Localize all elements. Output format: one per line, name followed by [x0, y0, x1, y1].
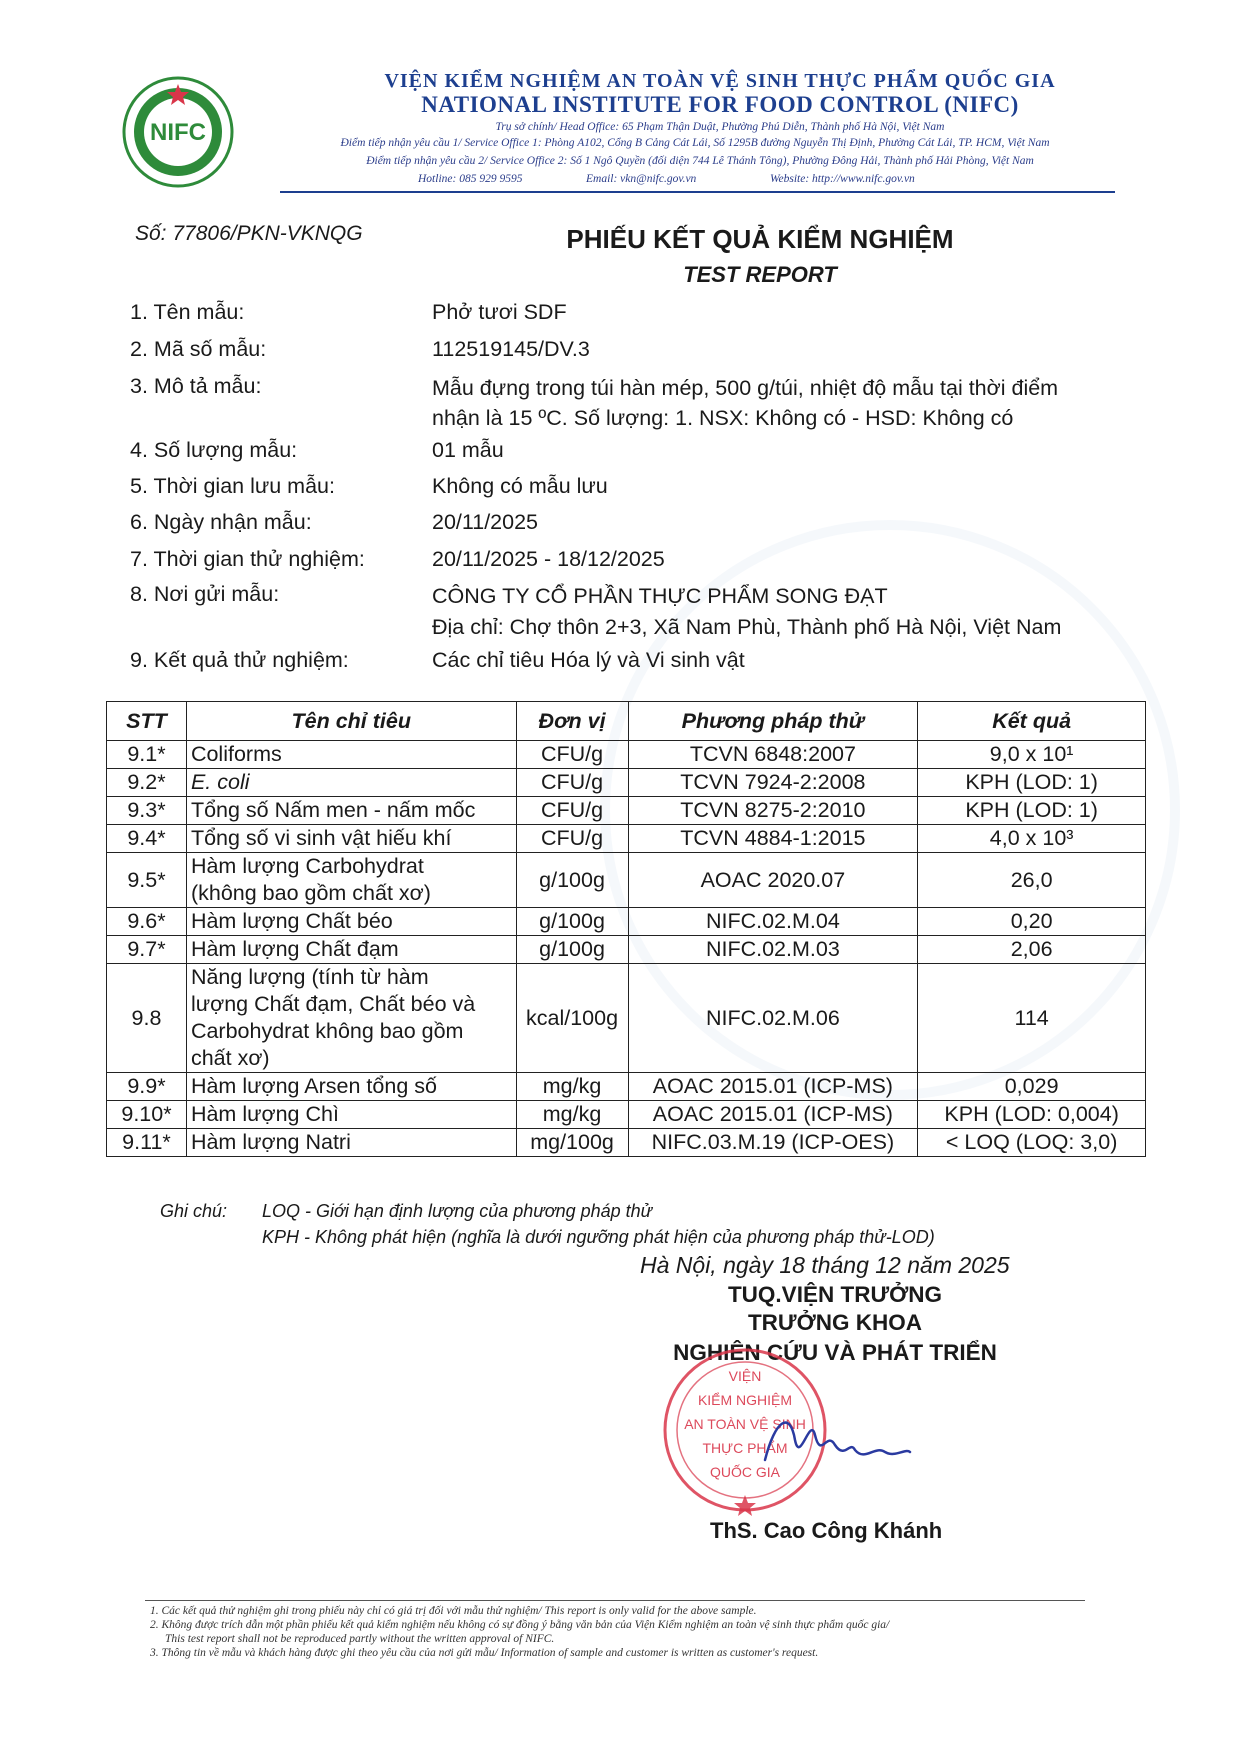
table-row	[107, 741, 1146, 769]
table-row	[107, 964, 1146, 1073]
notes-label: Ghi chú:	[160, 1201, 228, 1221]
note-loq: LOQ - Giới hạn định lượng của phương pháp thử	[262, 1201, 653, 1221]
email: Email: vkn@nifc.gov.vn	[586, 173, 697, 185]
cell-name-line: (không bao gồm chất xơ)	[190, 881, 431, 905]
cell-method: NIFC.03.M.19 (ICP-OES)	[628, 1129, 918, 1157]
table-row	[107, 1129, 1146, 1157]
info-value: CÔNG TY CỔ PHẦN THỰC PHẨM SONG ĐẠT	[432, 584, 888, 608]
stamp-text: KIỂM NGHIỆM	[697, 1392, 793, 1408]
info-label: 8. Nơi gửi mẫu:	[130, 582, 280, 606]
sign-line-2: TRƯỞNG KHOA	[747, 1310, 923, 1335]
cell-result: 2,06	[918, 936, 1146, 964]
cell-name-line: Năng lượng (tính từ hàm	[190, 965, 429, 989]
cell-name: Coliforms	[186, 741, 516, 769]
signer-name: ThS. Cao Công Khánh	[710, 1518, 943, 1543]
note-kph: KPH - Không phát hiện (nghĩa là dưới ngưỡng phát hiện của phương pháp thử-LOD)	[262, 1227, 935, 1247]
nifc-logo	[122, 76, 234, 188]
service-office-2: Điểm tiếp nhận yêu cầu 2/ Service Office 2: Số 1 Ngô Quyền (đối diện 744 Lê Thánh Tông), Phường Đông Hải, Thành phố Hải Phòng, Việt Nam	[366, 155, 1034, 167]
cell-result: KPH (LOD: 0,004)	[918, 1101, 1146, 1129]
cell-name: Hàm lượng Chì	[186, 1101, 516, 1129]
cell-method: TCVN 7924-2:2008	[628, 769, 918, 797]
sign-line-3: NGHIÊN CỨU VÀ PHÁT TRIỂN	[673, 1340, 997, 1365]
info-label: 1. Tên mẫu:	[130, 300, 245, 324]
info-label: 4. Số lượng mẫu:	[130, 438, 298, 462]
cell-stt: 9.4*	[107, 825, 187, 853]
table-row	[107, 1073, 1146, 1101]
report-title: PHIẾU KẾT QUẢ KIỂM NGHIỆM	[566, 224, 954, 254]
footer-note-2: 2. Không được trích dẫn một phần phiếu kết quả kiểm nghiệm nếu không có sự đồng ý bằng văn bản của Viện Kiểm nghiệm an toàn vệ sinh thực phẩm quốc gia/	[150, 1619, 890, 1631]
table-row	[107, 1101, 1146, 1129]
table-row	[107, 936, 1146, 964]
cell-method: AOAC 2020.07	[628, 853, 918, 908]
report-subtitle: TEST REPORT	[683, 262, 837, 287]
info-label: 6. Ngày nhận mẫu:	[130, 510, 312, 534]
info-label: 9. Kết quả thử nghiệm:	[130, 648, 349, 672]
cell-result: 0,029	[918, 1073, 1146, 1101]
cell-unit: mg/kg	[516, 1073, 628, 1101]
cell-result: KPH (LOD: 1)	[918, 797, 1146, 825]
info-value: 112519145/DV.3	[432, 337, 590, 361]
cell-unit: g/100g	[516, 853, 628, 908]
table-row	[107, 797, 1146, 825]
institute-name-vn: VIỆN KIỂM NGHIỆM AN TOÀN VỆ SINH THỰC PHẨM QUỐC GIA	[384, 70, 1056, 92]
cell-method: AOAC 2015.01 (ICP-MS)	[628, 1101, 918, 1129]
head-office: Trụ sở chính/ Head Office: 65 Phạm Thận Duật, Phường Phú Diễn, Thành phố Hà Nội, Việt Nam	[495, 121, 945, 133]
cell-unit: mg/100g	[516, 1129, 628, 1157]
handwritten-signature	[755, 1400, 915, 1480]
column-header: Đơn vị	[516, 702, 628, 741]
info-value: 20/11/2025 - 18/12/2025	[432, 547, 665, 571]
info-value: Các chỉ tiêu Hóa lý và Vi sinh vật	[432, 648, 745, 672]
cell-stt: 9.5*	[107, 853, 187, 908]
info-label: 5. Thời gian lưu mẫu:	[130, 474, 335, 498]
sign-date: Hà Nội, ngày 18 tháng 12 năm 2025	[640, 1252, 1010, 1278]
info-value: Không có mẫu lưu	[432, 474, 608, 498]
cell-unit: CFU/g	[516, 797, 628, 825]
cell-name-line: lượng Chất đạm, Chất béo và	[190, 992, 476, 1016]
service-office-1: Điểm tiếp nhận yêu cầu 1/ Service Office 1: Phòng A102, Cổng B Cảng Cát Lái, Số 1295B đường Nguyễn Thị Định, Phường Cát Lái, TP. HCM, Việt Nam	[340, 137, 1050, 149]
cell-stt: 9.9*	[107, 1073, 187, 1101]
column-header: STT	[107, 702, 187, 741]
cell-method: TCVN 8275-2:2010	[628, 797, 918, 825]
cell-name: E. coli	[186, 769, 516, 797]
cell-result: KPH (LOD: 1)	[918, 769, 1146, 797]
info-label: 3. Mô tả mẫu:	[130, 374, 262, 398]
info-value: Phở tươi SDF	[432, 300, 567, 324]
table-row	[107, 825, 1146, 853]
footer-divider	[145, 1600, 1085, 1601]
cell-name-line: Hàm lượng Carbohydrat	[190, 854, 424, 878]
cell-name: Hàm lượng Arsen tổng số	[186, 1073, 516, 1101]
cell-result: 26,0	[918, 853, 1146, 908]
cell-name: Hàm lượng Chất đạm	[186, 936, 516, 964]
cell-result: < LOQ (LOQ: 3,0)	[918, 1129, 1146, 1157]
column-header: Kết quả	[918, 702, 1146, 741]
cell-stt: 9.10*	[107, 1101, 187, 1129]
table-row	[107, 853, 1146, 908]
footer-note-2b: This test report shall not be reproduced partly without the written approval of NIFC.	[165, 1633, 555, 1645]
cell-name-line: chất xơ)	[190, 1046, 270, 1070]
cell-name: Hàm lượng Natri	[186, 1129, 516, 1157]
header-divider	[280, 191, 1115, 193]
cell-stt: 9.3*	[107, 797, 187, 825]
hotline: Hotline: 085 929 9595	[418, 173, 523, 185]
stamp-text: QUỐC GIA	[709, 1464, 781, 1480]
table-header-row	[107, 702, 1146, 741]
cell-name: Hàm lượng Chất béo	[186, 908, 516, 936]
cell-stt: 9.6*	[107, 908, 187, 936]
info-value-cont: Địa chỉ: Chợ thôn 2+3, Xã Nam Phù, Thành phố Hà Nội, Việt Nam	[432, 615, 1062, 639]
stamp-text: THỰC PHẨM	[702, 1440, 788, 1456]
cell-unit: g/100g	[516, 936, 628, 964]
institute-name-en: NATIONAL INSTITUTE FOR FOOD CONTROL (NIFC)	[421, 92, 1019, 117]
cell-name-line: Carbohydrat không bao gồm	[190, 1019, 464, 1043]
cell-unit: CFU/g	[516, 769, 628, 797]
footer-note-3: 3. Thông tin về mẫu và khách hàng được ghi theo yêu cầu của nơi gửi mẫu/ Information of sample and customer is written as customer's request.	[150, 1647, 819, 1659]
stamp-text: AN TOÀN VỆ SINH	[684, 1416, 806, 1432]
cell-name	[186, 964, 516, 1073]
cell-unit: kcal/100g	[516, 964, 628, 1073]
cell-stt: 9.2*	[107, 769, 187, 797]
cell-method: NIFC.02.M.03	[628, 936, 918, 964]
cell-method: NIFC.02.M.06	[628, 964, 918, 1073]
cell-method: AOAC 2015.01 (ICP-MS)	[628, 1073, 918, 1101]
stamp-text: VIỆN	[728, 1368, 762, 1384]
info-value: Mẫu đựng trong túi hàn mép, 500 g/túi, nhiệt độ mẫu tại thời điểm	[432, 376, 1059, 400]
cell-method: TCVN 6848:2007	[628, 741, 918, 769]
cell-result: 4,0 x 10³	[918, 825, 1146, 853]
cell-name: Tổng số Nấm men - nấm mốc	[186, 797, 516, 825]
info-value-cont: nhận là 15 ºC. Số lượng: 1. NSX: Không có - HSD: Không có	[432, 406, 1014, 430]
logo-text: NIFC	[150, 119, 206, 146]
cell-stt: 9.8	[107, 964, 187, 1073]
info-label: 7. Thời gian thử nghiệm:	[130, 547, 365, 571]
info-value: 01 mẫu	[432, 438, 504, 462]
cell-result: 114	[918, 964, 1146, 1073]
document-number: Số: 77806/PKN-VKNQG	[135, 222, 363, 245]
cell-method: TCVN 4884-1:2015	[628, 825, 918, 853]
cell-result: 0,20	[918, 908, 1146, 936]
footer-note-1: 1. Các kết quả thử nghiệm ghi trong phiếu này chỉ có giá trị đối với mẫu thử nghiệm/ This report is only valid for the above sample.	[150, 1605, 757, 1617]
cell-unit: g/100g	[516, 908, 628, 936]
table-row	[107, 908, 1146, 936]
website: Website: http://www.nifc.gov.vn	[770, 173, 915, 185]
column-header: Tên chỉ tiêu	[186, 702, 516, 741]
cell-stt: 9.1*	[107, 741, 187, 769]
cell-unit: CFU/g	[516, 825, 628, 853]
cell-name	[186, 853, 516, 908]
table-row	[107, 769, 1146, 797]
cell-method: NIFC.02.M.04	[628, 908, 918, 936]
info-label: 2. Mã số mẫu:	[130, 337, 267, 361]
column-header: Phương pháp thử	[628, 702, 918, 741]
cell-stt: 9.11*	[107, 1129, 187, 1157]
cell-result: 9,0 x 10¹	[918, 741, 1146, 769]
cell-unit: CFU/g	[516, 741, 628, 769]
cell-stt: 9.7*	[107, 936, 187, 964]
cell-unit: mg/kg	[516, 1101, 628, 1129]
cell-name: Tổng số vi sinh vật hiếu khí	[186, 825, 516, 853]
info-value: 20/11/2025	[432, 510, 539, 534]
sign-line-1: TUQ.VIỆN TRƯỞNG	[727, 1282, 943, 1307]
results-table	[106, 701, 1146, 1157]
